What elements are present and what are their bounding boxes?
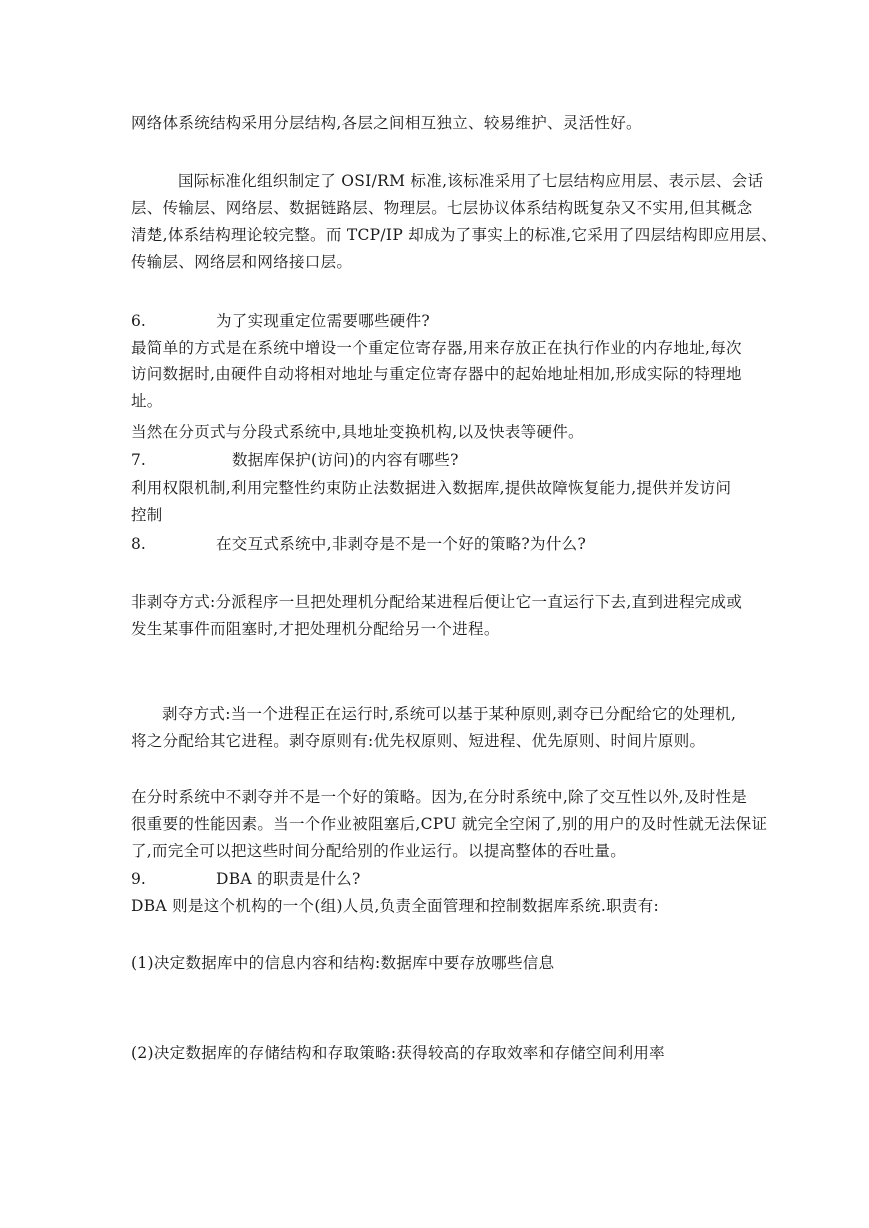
question-7-text: 数据库保护(访问)的内容有哪些? — [232, 451, 459, 469]
paragraph-osi-line-2: 层、传输层、网络层、数据链路层、物理层。七层协议体系结构既复杂又不实用,但其概念 — [131, 199, 753, 217]
answer-8-non-preemptive-line-1: 非剥夺方式:分派程序一旦把处理机分配给某进程后便让它一直运行下去,直到进程完成或 — [131, 593, 743, 611]
question-8-number: 8. — [131, 535, 146, 553]
answer-8-conclusion-line-1: 在分时系统中不剥夺并不是一个好的策略。因为,在分时系统中,除了交互性以外,及时性是 — [131, 788, 748, 806]
question-6-number: 6. — [131, 312, 146, 330]
paragraph-osi-line-1: 国际标准化组织制定了 OSI/RM 标准,该标准采用了七层结构应用层、表示层、会话 — [178, 172, 764, 190]
answer-8-conclusion-line-2: 很重要的性能因素。当一个作业被阻塞后,CPU 就完全空闲了,别的用户的及时性就无法保证 — [131, 815, 768, 833]
answer-8-conclusion-line-3: 了,而完全可以把这些时间分配给别的作业运行。以提高整体的吞吐量。 — [131, 842, 627, 860]
question-9-number: 9. — [131, 870, 146, 888]
answer-8-preemptive-line-2: 将之分配给其它进程。剥夺原则有:优先权原则、短进程、优先原则、时间片原则。 — [131, 732, 706, 750]
answer-9-item-2: (2)决定数据库的存储结构和存取策略:获得较高的存取效率和存储空间利用率 — [131, 1044, 665, 1062]
answer-8-non-preemptive-line-2: 发生某事件而阻塞时,才把处理机分配给另一个进程。 — [131, 620, 500, 638]
answer-7-line-2: 控制 — [131, 506, 163, 524]
answer-8-preemptive-line-1: 剥夺方式:当一个进程正在运行时,系统可以基于某种原则,剥夺已分配给它的处理机, — [162, 705, 737, 723]
paragraph-osi-line-3: 清楚,体系结构理论较完整。而 TCP/IP 却成为了事实上的标准,它采用了四层结构即应用层、 — [131, 226, 777, 244]
question-9-text: DBA 的职责是什么? — [216, 870, 361, 888]
answer-9-intro: DBA 则是这个机构的一个(组)人员,负责全面管理和控制数据库系统.职责有: — [131, 897, 660, 915]
answer-6-line-2: 访问数据时,由硬件自动将相对地址与重定位寄存器中的起始地址相加,形成实际的特理地 — [131, 365, 742, 383]
answer-7-line-1: 利用权限机制,利用完整性约束防止法数据进入数据库,提供故障恢复能力,提供并发访问 — [131, 479, 732, 497]
answer-9-item-1: (1)决定数据库中的信息内容和结构:数据库中要存放哪些信息 — [131, 954, 555, 972]
paragraph-osi-line-4: 传输层、网络层和网络接口层。 — [131, 253, 353, 271]
question-6-text: 为了实现重定位需要哪些硬件? — [216, 312, 431, 330]
answer-6-line-1: 最简单的方式是在系统中增设一个重定位寄存器,用来存放正在执行作业的内存地址,每次 — [131, 339, 742, 357]
question-8-text: 在交互式系统中,非剥夺是不是一个好的策略?为什么? — [216, 535, 587, 553]
paragraph-network-layering: 网络体系统结构采用分层结构,各层之间相互独立、较易维护、灵活性好。 — [131, 114, 642, 132]
answer-6-line-4: 当然在分页式与分段式系统中,具地址变换机构,以及快表等硬件。 — [131, 423, 584, 441]
question-7-number: 7. — [131, 451, 146, 469]
answer-6-line-3: 址。 — [131, 392, 163, 410]
